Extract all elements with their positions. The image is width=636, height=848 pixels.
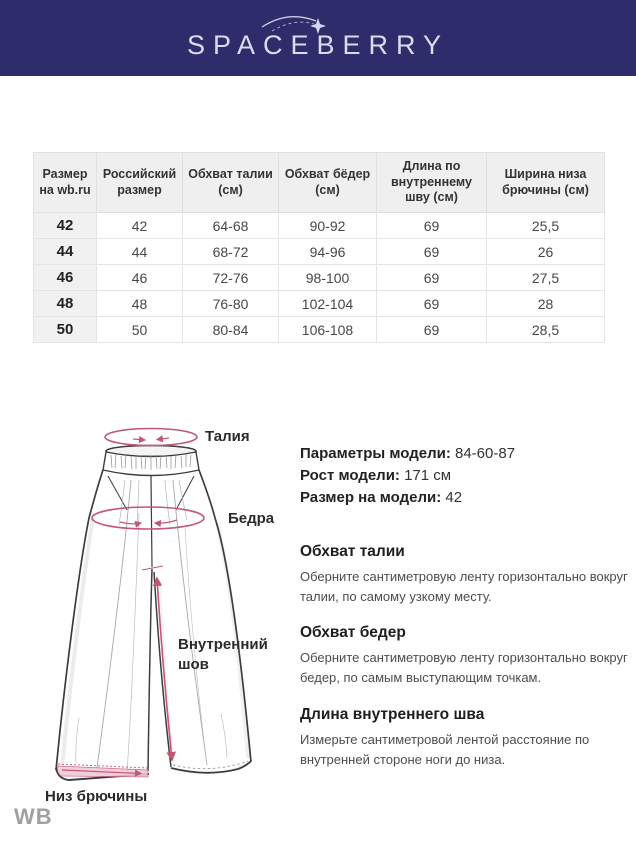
table-cell: 50 xyxy=(97,317,183,343)
table-cell: 48 xyxy=(97,291,183,317)
measure-section-title: Обхват бедер xyxy=(300,624,406,642)
model-info-value: 84-60-87 xyxy=(455,445,516,462)
measure-section xyxy=(300,706,630,770)
pants-diagram xyxy=(35,418,290,808)
model-info-value: 171 см xyxy=(404,467,452,484)
table-cell: 42 xyxy=(34,213,97,239)
table-cell: 26 xyxy=(487,239,605,265)
column-header: Российский размер xyxy=(97,153,183,213)
model-info xyxy=(300,443,626,509)
table-cell: 69 xyxy=(377,213,487,239)
table-cell: 48 xyxy=(34,291,97,317)
model-info-value: 42 xyxy=(445,489,463,506)
table-cell: 102-104 xyxy=(279,291,377,317)
measure-sections xyxy=(300,543,630,787)
table-cell: 46 xyxy=(97,265,183,291)
table-cell: 68-72 xyxy=(183,239,279,265)
diagram-label-inseam: Внутренний шов xyxy=(178,636,268,673)
table-cell: 44 xyxy=(34,239,97,265)
table-cell: 28,5 xyxy=(487,317,605,343)
column-header: Ширина низа брючины (см) xyxy=(487,153,605,213)
wb-watermark: WB xyxy=(14,804,53,829)
model-info-line xyxy=(300,487,626,509)
table-cell: 90-92 xyxy=(279,213,377,239)
size-table xyxy=(33,152,604,343)
column-header: Размер на wb.ru xyxy=(34,153,97,213)
table-cell: 44 xyxy=(97,239,183,265)
diagram-label-hem: Низ брючины xyxy=(45,788,148,805)
measure-section-title: Обхват талии xyxy=(300,543,405,560)
measure-section xyxy=(300,624,630,688)
pants-drawing xyxy=(35,418,290,808)
table-row xyxy=(34,317,605,343)
table-cell: 64-68 xyxy=(183,213,279,239)
table-row xyxy=(34,265,605,291)
diagram-label-hips: Бедра xyxy=(228,510,275,527)
size-table-header-row xyxy=(34,153,605,213)
measure-section-text: Измерьте сантиметровой лентой расстояние по внутренней стороне ноги до низа. xyxy=(300,731,590,767)
table-cell: 69 xyxy=(377,317,487,343)
column-header: Обхват талии (см) xyxy=(183,153,279,213)
diagram-label-waist: Талия xyxy=(205,428,250,445)
table-cell: 72-76 xyxy=(183,265,279,291)
table-cell: 94-96 xyxy=(279,239,377,265)
size-table-body xyxy=(34,213,605,343)
table-row xyxy=(34,291,605,317)
column-header: Обхват бёдер (см) xyxy=(279,153,377,213)
model-info-label: Параметры модели: xyxy=(300,445,455,462)
model-info-label: Размер на модели: xyxy=(300,489,446,506)
table-cell: 25,5 xyxy=(487,213,605,239)
brand-header xyxy=(0,0,636,76)
table-cell: 28 xyxy=(487,291,605,317)
brand-logo: SPACEBERRY xyxy=(186,30,450,60)
table-cell: 42 xyxy=(97,213,183,239)
column-header: Длина по внутреннему шву (см) xyxy=(377,153,487,213)
table-row xyxy=(34,213,605,239)
table-cell: 80-84 xyxy=(183,317,279,343)
table-cell: 50 xyxy=(34,317,97,343)
table-cell: 46 xyxy=(34,265,97,291)
table-row xyxy=(34,239,605,265)
table-cell: 76-80 xyxy=(183,291,279,317)
table-cell: 98-100 xyxy=(279,265,377,291)
measure-section-title: Длина внутреннего шва xyxy=(300,705,485,723)
model-info-line xyxy=(300,465,626,487)
table-cell: 69 xyxy=(377,291,487,317)
measure-section-text: Оберните сантиметровую ленту горизонтально вокруг бедер, по самым выступающим точкам. xyxy=(300,650,628,686)
measure-section xyxy=(300,543,630,607)
table-cell: 106-108 xyxy=(279,317,377,343)
model-info-label: Рост модели: xyxy=(300,467,405,484)
measure-section-text: Оберните сантиметровую ленту горизонтально вокруг талии, по самому узкому месту. xyxy=(300,569,628,605)
model-info-line xyxy=(300,443,626,465)
table-cell: 27,5 xyxy=(487,265,605,291)
table-cell: 69 xyxy=(377,265,487,291)
table-cell: 69 xyxy=(377,239,487,265)
